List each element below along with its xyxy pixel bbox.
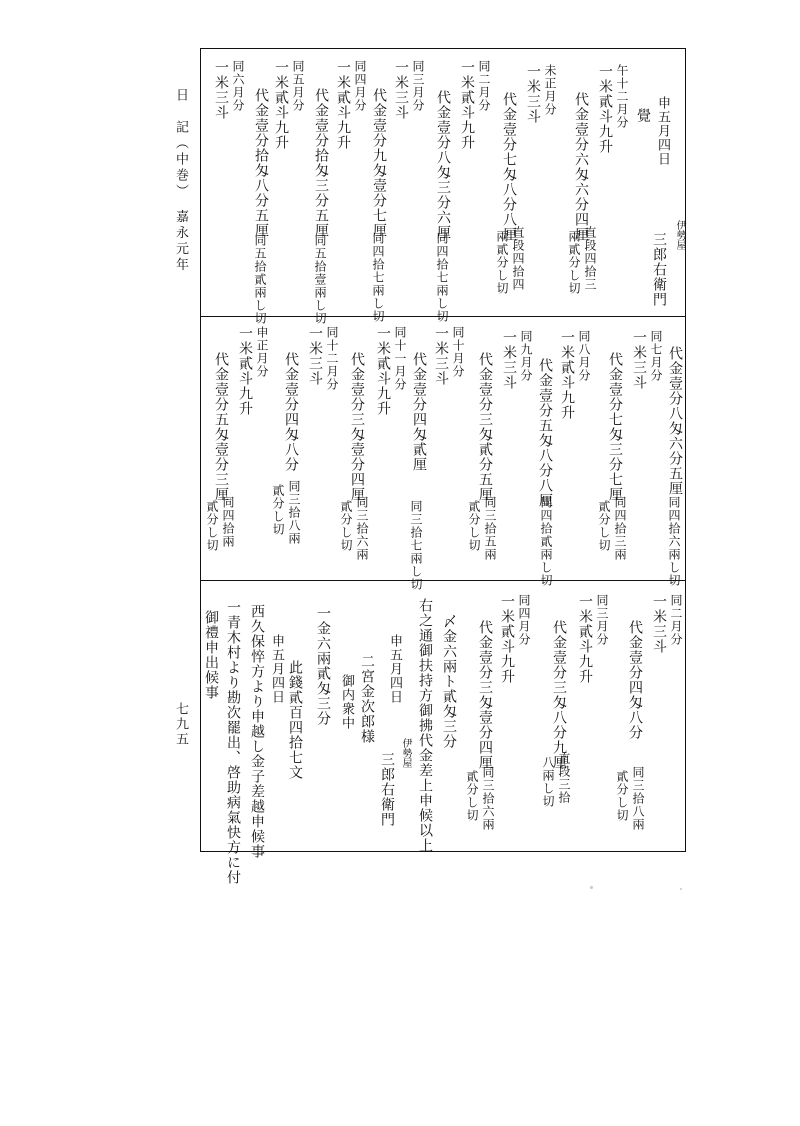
sender-shop: 伊勢屋 xyxy=(674,220,685,250)
entry-note: 同四拾兩 xyxy=(221,496,235,548)
entry-note: 八兩し切 xyxy=(541,756,555,808)
entry-month: 同十一月分 xyxy=(393,326,407,391)
entry-month: 申正月分 xyxy=(255,326,269,378)
entry-rice: 一米三斗 xyxy=(631,330,647,390)
entry-month: 同七月分 xyxy=(649,330,663,382)
coin-amount: 此錢貳百四拾七文 xyxy=(287,660,303,780)
section-divider-bottom xyxy=(200,580,686,581)
entry-note: 貳分し切 xyxy=(339,500,353,552)
carryover-note: 同四拾六兩し切 xyxy=(667,496,681,587)
entry-note: 直段三拾 xyxy=(557,752,571,804)
scan-speck xyxy=(680,888,682,890)
entry-price: 代金壹分四匁八分 xyxy=(627,620,643,740)
entry-note: 貳分し切 xyxy=(271,484,285,536)
memo-line: 西久保悴方より申越し金子差越申候事 xyxy=(249,604,265,859)
page-number: 七九五 xyxy=(173,702,188,747)
entry-rice: 一米三斗 xyxy=(433,326,449,386)
entry-rice: 一米三斗 xyxy=(213,60,229,120)
entry-month: 同五月分 xyxy=(291,60,305,112)
entry-note: 同四拾七兩し切 xyxy=(435,232,449,323)
record-date: 申五月四日 xyxy=(269,634,284,704)
entry-rice: 一米貳斗九升 xyxy=(597,64,613,154)
entry-note: 貳分し切 xyxy=(615,770,629,822)
sender-name: 三郎右衛門 xyxy=(651,232,667,307)
entry-note: 貳分し切 xyxy=(467,500,481,552)
entry-note: 貳分し切 xyxy=(465,770,479,822)
entry-note: 同五拾貳兩し切 xyxy=(253,234,267,325)
entry-note: 同三拾八兩 xyxy=(287,480,301,545)
entry-note: 貳分し切 xyxy=(597,500,611,552)
entry-note: 同三拾六兩 xyxy=(481,766,495,831)
scan-speck xyxy=(590,886,593,889)
entry-note: 同四拾三兩 xyxy=(613,496,627,561)
total-amount: 〆金六兩ト貳匁三分 xyxy=(441,614,457,749)
entry-note: 同三拾六兩 xyxy=(355,496,369,561)
receipt-title: 覺 xyxy=(635,108,651,123)
entry-price: 代金壹分七匁三分七厘 xyxy=(607,352,623,502)
entry-rice: 一米貳斗九升 xyxy=(577,594,593,684)
entry-note: 貳分し切 xyxy=(205,500,219,552)
entry-note: 同三拾五兩 xyxy=(483,496,497,561)
entry-note: 兩貳分し切 xyxy=(567,230,581,295)
entry-price: 代金壹分四匁貳厘 xyxy=(411,352,427,472)
gold-amount: 一金六兩貳匁三分 xyxy=(315,606,331,726)
entry-price: 代金壹分五匁壹分三厘 xyxy=(213,352,229,502)
entry-rice: 一米貳斗九升 xyxy=(499,594,515,684)
entry-price: 代金壹分六匁六分四厘 xyxy=(573,92,589,242)
addressee-sub: 御内衆中 xyxy=(339,674,354,730)
entry-note: 同四拾七兩し切 xyxy=(371,232,385,323)
entry-rice: 一米貳斗九升 xyxy=(335,60,351,150)
memo-line: 御禮申出候事 xyxy=(203,610,219,700)
receipt-date: 申五月四日 xyxy=(655,96,670,166)
entry-price: 代金壹分三匁壹分四厘 xyxy=(477,620,493,770)
entry-month: 同四月分 xyxy=(353,60,367,112)
entry-rice: 一米貳斗九升 xyxy=(559,330,575,420)
memo-line: 一青木村より勘次罷出、啓助病氣快方に付 xyxy=(225,600,241,885)
entry-month: 同三月分 xyxy=(411,60,425,112)
entry-note: 兩貳分し切 xyxy=(495,230,509,295)
entry-note: 同五拾壹兩し切 xyxy=(313,234,327,325)
entry-month: 同三月分 xyxy=(595,594,609,646)
entry-price: 代金壹分八匁三分六厘 xyxy=(435,90,451,240)
entry-note: 同三拾八兩 xyxy=(631,766,645,831)
entry-month: 同十月分 xyxy=(451,326,465,378)
entry-rice: 一米三斗 xyxy=(525,64,541,124)
entry-price: 代金壹分三匁貳分五厘 xyxy=(477,352,493,502)
entry-price: 代金壹分九匁壹分七厘 xyxy=(371,88,387,238)
entry-month: 同九月分 xyxy=(519,330,533,382)
entry-month: 未正月分 xyxy=(543,64,557,116)
statement-date: 申五月四日 xyxy=(387,634,402,704)
entry-note: 直段四拾三 xyxy=(583,226,597,291)
addressee: 二宮金次郎様 xyxy=(359,654,375,744)
entry-price: 代金壹分七匁八分八厘 xyxy=(501,92,517,242)
entry-rice: 一米貳斗九升 xyxy=(237,326,253,416)
entry-month: 同二月分 xyxy=(477,60,491,112)
entry-price: 代金壹分五匁八分八厘 xyxy=(537,358,553,508)
entry-price: 代金壹分拾匁八分五厘 xyxy=(253,88,269,238)
entry-price: 代金壹分三匁壹分四厘 xyxy=(349,352,365,502)
entry-month: 午十二月分 xyxy=(615,64,629,129)
entry-rice: 一米三斗 xyxy=(501,330,517,390)
entry-rice: 一米三斗 xyxy=(651,594,667,654)
entry-month: 同六月分 xyxy=(231,60,245,112)
entry-price: 代金壹分拾匁三分五厘 xyxy=(313,88,329,238)
sender-name: 三郎右衛門 xyxy=(379,752,395,827)
entry-month: 同二月分 xyxy=(669,594,683,646)
carryover-price: 代金壹分八匁六分五厘 xyxy=(667,346,683,496)
entry-note: 同三拾七兩し切 xyxy=(409,500,423,591)
sender-shop: 伊勢屋 xyxy=(400,738,411,768)
statement-line: 右之通御扶持方御拂代金差上申候以上 xyxy=(417,598,433,853)
running-header: 日 記（中巻） 嘉永元年 xyxy=(173,88,188,274)
entry-rice: 一米三斗 xyxy=(393,60,409,120)
entry-month: 同八月分 xyxy=(577,330,591,382)
entry-rice: 一米三斗 xyxy=(307,326,323,386)
entry-price: 代金壹分三匁八分九厘 xyxy=(551,620,567,770)
entry-rice: 一米貳斗九升 xyxy=(375,326,391,416)
entry-rice: 一米貳斗九升 xyxy=(273,60,289,150)
entry-month: 同十二月分 xyxy=(325,326,339,391)
entry-note: 同四拾貳兩し切 xyxy=(539,496,553,587)
entry-price: 代金壹分四匁八分 xyxy=(283,352,299,472)
entry-note: 直段四拾四 xyxy=(511,226,525,291)
entry-rice: 一米貳斗九升 xyxy=(459,60,475,150)
entry-month: 同四月分 xyxy=(517,594,531,646)
